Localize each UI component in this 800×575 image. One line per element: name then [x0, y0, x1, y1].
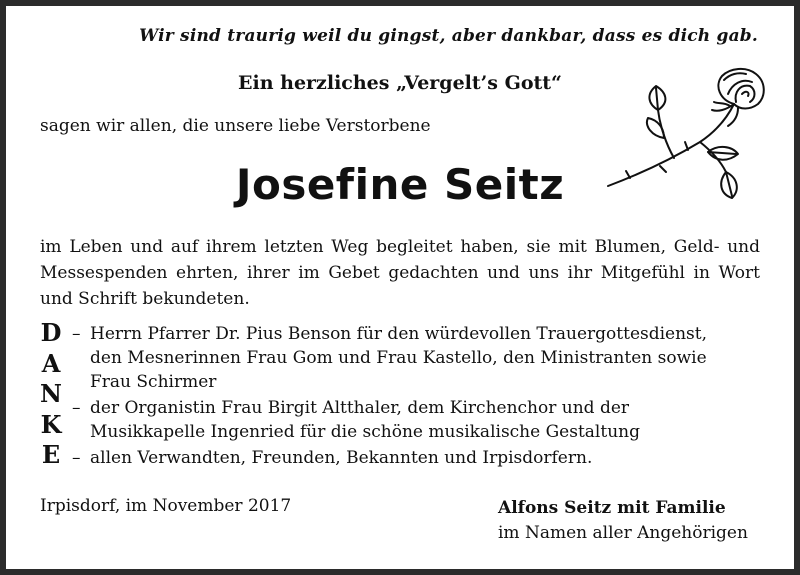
danke-letter: N [40, 379, 62, 408]
list-item-line: der Organistin Frau Birgit Altthaler, dem Kirchenchor und der [90, 398, 630, 418]
signature-family: Alfons Seitz mit Familie [498, 498, 726, 518]
rose-icon [600, 64, 770, 204]
list-item [72, 446, 762, 470]
danke-letter: D [40, 318, 62, 347]
list-item-line: Herrn Pfarrer Dr. Pius Benson für den würdevollen Trauergottesdienst, [90, 324, 708, 344]
dash: – [72, 448, 81, 468]
place-date: Irpisdorf, im November 2017 [40, 496, 292, 516]
thanks-heading: Ein herzliches „Vergelt’s Gott“ [238, 72, 562, 94]
danke-letter: A [41, 348, 61, 378]
dash: – [72, 398, 81, 418]
dash: – [72, 324, 81, 344]
motto: Wir sind traurig weil du gingst, aber dankbar, dass es dich gab. [139, 26, 758, 46]
list-item-line: Musikkapelle Ingenried für die schöne musikalische Gestaltung [90, 422, 640, 442]
intro-text: sagen wir allen, die unsere liebe Verstorbene [40, 116, 431, 136]
thanks-list [72, 322, 762, 470]
body-text: im Leben und auf ihrem letzten Weg begleitet haben, sie mit Blumen, Geld- und Messespenden ehrten, ihrer im Gebet gedachten und uns ihr Mitgefühl in Wort und Schrift bekundeten. [40, 237, 760, 309]
list-item-line: den Mesnerinnen Frau Gom und Frau Kastello, den Ministranten sowie [90, 348, 707, 368]
deceased-name: Josefine Seitz [235, 160, 565, 209]
list-item-line: Frau Schirmer [90, 372, 217, 392]
list-item [72, 396, 762, 444]
list-item [72, 322, 762, 394]
danke-vertical [36, 318, 66, 471]
signature-on-behalf: im Namen aller Angehörigen [498, 523, 748, 543]
list-item-line: allen Verwandten, Freunden, Bekannten und Irpisdorfern. [90, 448, 593, 468]
danke-letter: K [40, 409, 62, 439]
signature [498, 496, 748, 546]
danke-letter: E [41, 440, 61, 469]
